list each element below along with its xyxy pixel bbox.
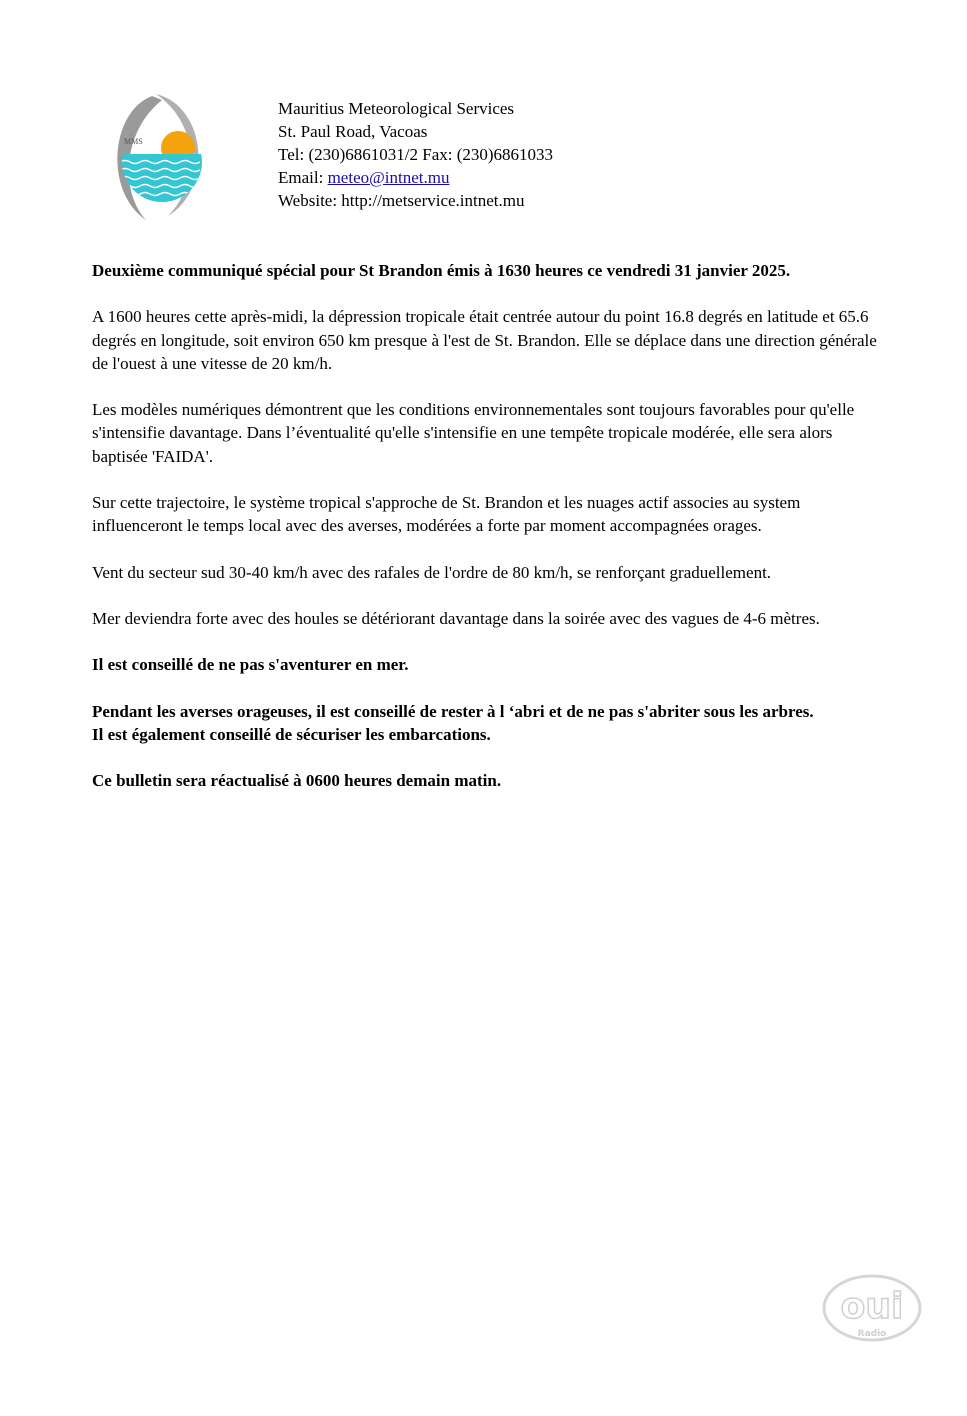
advice-boats: Il est également conseillé de sécuriser les embarcations. [92,724,491,744]
org-email-line [278,166,553,189]
email-link[interactable]: meteo@intnet.mu [327,168,450,187]
communique-title: Deuxième communiqué spécial pour St Brandon émis à 1630 heures ce vendredi 31 janvier 2025. [92,261,791,280]
update-notice: Ce bulletin sera réactualisé à 0600 heures demain matin. [92,771,502,791]
mms-logo [110,92,210,224]
paragraph-position: A 1600 heures cette après-midi, la dépression tropicale était centrée autour du point 16.8 degrés en latitude et 65.6 degrés en longitude, soit environ 650 km presque à l'est de St. Brandon. Elle se déplace dans une direction générale de l'ouest à une vitesse de 20 km/h. [92,307,877,373]
org-website: Website: http://metservice.intnet.mu [278,191,525,210]
communique-body [92,259,892,816]
logo-text: MMS [124,137,143,146]
advice-storm: Pendant les averses orageuses, il est conseillé de rester à l ‘abri et de ne pas s'abriter sous les arbres. [92,701,814,721]
org-name: Mauritius Meteorological Services [278,99,515,118]
paragraph-models: Les modèles numériques démontrent que les conditions environnementales sont toujours favorables pour qu'elle s'intensifie davantage. Dans l’éventualité qu'elle s'intensifie en une tempête tropicale modérée, elle sera alors baptisée 'FAIDA'. [92,400,855,466]
advice-sea: Il est conseillé de ne pas s'aventurer en mer. [92,655,409,675]
org-address: St. Paul Road, Vacoas [278,122,428,141]
paragraph-sea: Mer deviendra forte avec des houles se détériorant davantage dans la soirée avec des vagues de 4-6 mètres. [92,608,820,628]
radio-watermark [820,1270,925,1345]
watermark-subtext: Radio [857,1329,887,1339]
email-label: Email: [278,168,328,187]
paragraph-wind: Vent du secteur sud 30-40 km/h avec des rafales de l'ordre de 80 km/h, se renforçant graduellement. [92,562,772,582]
org-phone: Tel: (230)6861031/2 Fax: (230)6861033 [278,145,554,164]
letterhead [278,97,553,212]
watermark-text: oui [840,1286,904,1327]
paragraph-trajectory: Sur cette trajectoire, le système tropical s'approche de St. Brandon et les nuages actif associes au system influenceront le temps local avec des averses, modérées a forte par moment accompagnées orages. [92,492,801,536]
